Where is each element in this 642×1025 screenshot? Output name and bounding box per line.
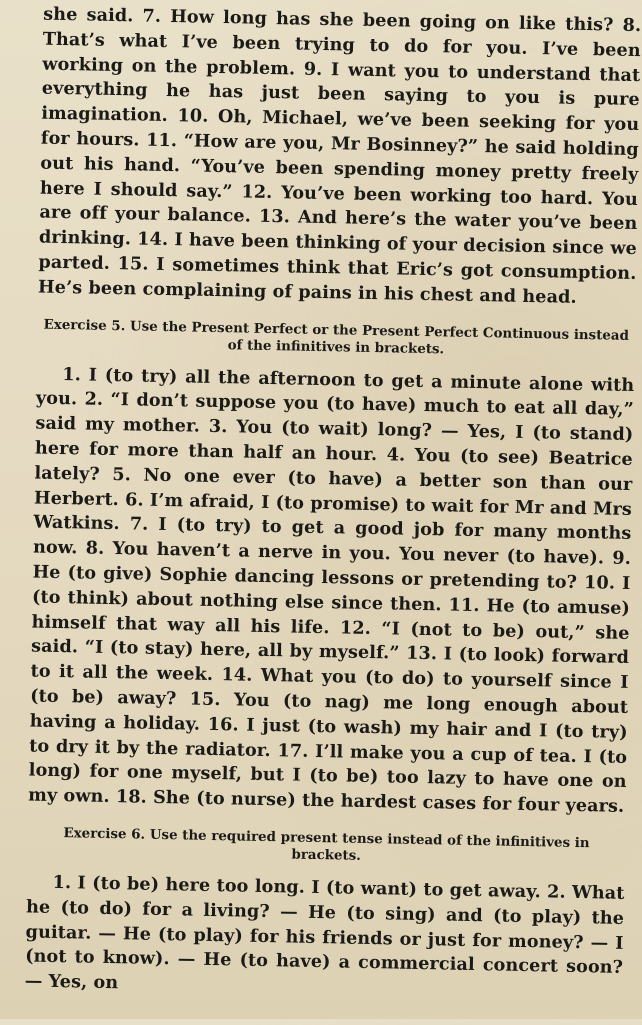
exercise-5-heading bbox=[37, 316, 636, 361]
exercise-5-body: 1. I (to try) all the afternoon to get a minute alone with you. 2. “I don’t suppose you (to have) much to eat all day,” said my mother. 3. You (to wait) long? — Yes, I (to stand) here for more than half an hour. 4. You (to see) Beatrice lately? 5. No one ever (to have) a better son than our Herbert. 6. I’m afraid, I (to promise) to wait for Mr and Mrs Watkins. 7. I (to try) to get a good job for many months now. 8. You haven’t a nerve in you. You never (to have). 9. He (to give) Sophie dancing lessons or pretending to? 10. I (to think) about nothing else since then. 11. He (to amuse) himself that way all his life. 12. “I (not to be) out,” she said. “I (to stay) here, all by myself.” 13. I (to look) forward to it all the week. 14. What you (to do) to yourself since I (to be) away? 15. You (to nag) me long enough about having a holiday. 16. I just (to wash) my hair and I (to try) to dry it by the radiator. 17. I’ll make you a cup of tea. I (to long) for one myself, but I (to be) too lazy to have one on my own. 18. She (to nurse) the hardest cases for four years. bbox=[28, 363, 635, 818]
exercise-6-body: 1. I (to be) here too long. I (to want) to get away. 2. What he (to do) for a living? — He (to sing) and (to play) the guitar. — He (to play) for his friends or just for money? — I (not to know). — He (to have) a commercial concert soon? — Yes, on bbox=[24, 871, 625, 994]
exercise-5-label: Exercise 5. bbox=[43, 316, 126, 334]
exercise-5-instruction: Use the Present Perfect or the Present Perfect Continuous instead of the infinitives in brackets. bbox=[129, 317, 630, 357]
continuation-paragraph: she said. 7. How long has she been going on like this? 8. That’s what I’ve been trying to do for you. I’ve been working on the problem. 9. I want you to understand that everything he has just been saying to you is pure imagination. 10. Oh, Michael, we’ve been seeking for you for hours. 11. “How are you, Mr Bosinney?” he said holding out his hand. “You’ve been spending money pretty freely here I should say.” 12. You’ve been working too hard. You are off your balance. 13. And here’s the water you’ve been drinking. 14. I have been thinking of your decision since we parted. 15. I sometimes think that Eric’s got consumption. He’s been complaining of pains in his chest and head. bbox=[37, 3, 642, 308]
exercise-6-label: Exercise 6. bbox=[63, 825, 146, 843]
exercise-6-heading bbox=[27, 824, 626, 869]
exercise-6-instruction: Use the required present tense instead of the infinitives in brackets. bbox=[149, 826, 590, 864]
